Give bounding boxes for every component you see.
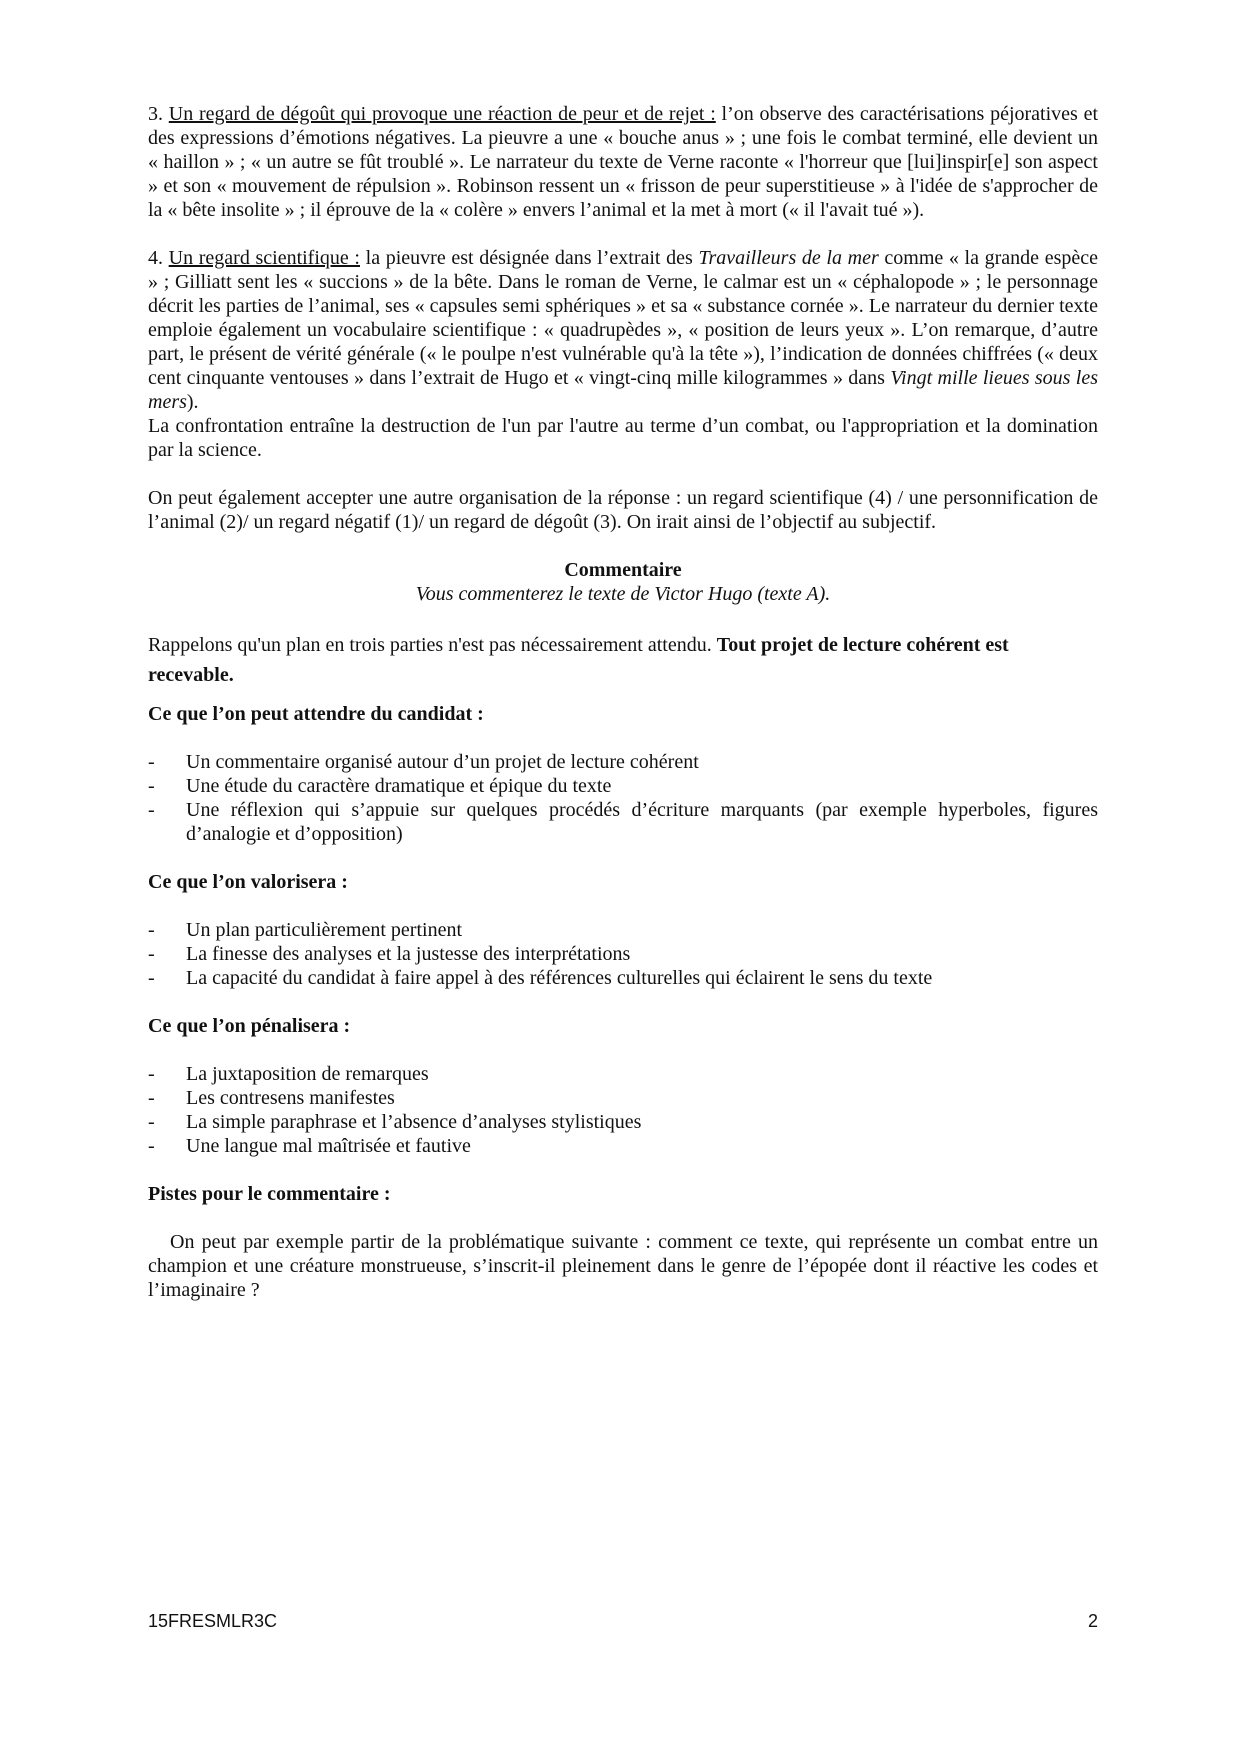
paragraph-4-heading: Un regard scientifique : [168, 247, 360, 269]
paragraph-pistes: On peut par exemple partir de la problématique suivante : comment ce texte, qui représente un combat entre un champion et une créature monstrueuse, s’inscrit-il pleinement dans le genre de l’épopée dont il réactive les codes et l’imaginaire ? [148, 1231, 1098, 1301]
list-valoriser [148, 918, 1098, 990]
paragraph-3-text: l’on observe des caractérisations péjoratives et des expressions d’émotions négatives. La pieuvre a une « bouche anus » ; une fois le combat terminé, elle devient un « haillon » ; « un autre se fût troublé ». Le narrateur du texte de Verne raconte « l'horreur que [lui]inspir[e] son aspect » et son « mouvement de répulsion ». Robinson ressent un « frisson de peur superstitieuse » à l'idée de s'approcher de la « bête insolite » ; il éprouve de la « colère » envers l’animal et la met à mort (« il l'avait tué »). [148, 103, 1099, 221]
section-title-commentaire: Commentaire [564, 559, 682, 581]
paragraph-3 [148, 102, 1098, 222]
list-item: - Un commentaire organisé autour d’un projet de lecture cohérent [148, 750, 1098, 774]
list-item: - La simple paraphrase et l’absence d’analyses stylistiques [148, 1110, 1098, 1134]
list-item: - Une étude du caractère dramatique et épique du texte [148, 774, 1098, 798]
list-item: - La finesse des analyses et la justesse des interprétations [148, 942, 1098, 966]
document-code: 15FRESMLR3C [148, 1611, 278, 1631]
title-vingt-mille-lieues: Vingt mille lieues sous les mers [148, 367, 1098, 413]
paragraph-rappel [148, 630, 1098, 690]
paragraph-confrontation: La confrontation entraîne la destruction de l'un par l'autre au terme d’un combat, ou l'appropriation et la domination par la science. [148, 415, 1098, 461]
list-item: - Une langue mal maîtrisée et fautive [148, 1134, 1098, 1158]
heading-attendre: Ce que l’on peut attendre du candidat : [148, 703, 484, 725]
rappel-bold: Tout projet de lecture cohérent est recevable. [148, 634, 1009, 686]
paragraph-4-number: 4. [148, 247, 169, 269]
section-subtitle-text: Vous commenterez le texte de Victor Hugo (texte A). [415, 583, 831, 605]
list-item: - Les contresens manifestes [148, 1086, 1098, 1110]
heading-penaliser: Ce que l’on pénalisera : [148, 1015, 351, 1037]
section-subtitle [148, 582, 1098, 606]
title-travailleurs: Travailleurs de la mer [698, 247, 879, 269]
paragraph-4-text-1: la pieuvre est désignée dans l’extrait des [360, 247, 699, 269]
list-penaliser [148, 1062, 1098, 1158]
paragraph-4 [148, 246, 1098, 414]
heading-valoriser: Ce que l’on valorisera : [148, 871, 348, 893]
paragraph-3-number: 3. [148, 103, 169, 125]
paragraph-3-heading: Un regard de dégoût qui provoque une réaction de peur et de rejet : [168, 103, 716, 125]
rappel-text: Rappelons qu'un plan en trois parties n'est pas nécessairement attendu. [148, 634, 717, 656]
page-number: 2 [1087, 1611, 1098, 1631]
heading-pistes: Pistes pour le commentaire : [148, 1183, 391, 1205]
list-item: - Une réflexion qui s’appuie sur quelques procédés d’écriture marquants (par exemple hyperboles, figures d’analogie et d’opposition) [148, 798, 1098, 846]
paragraph-4-text-3: ). [186, 391, 199, 413]
paragraph-organisation: On peut également accepter une autre organisation de la réponse : un regard scientifique (4) / une personnification de l’animal (2)/ un regard négatif (1)/ un regard de dégoût (3). On irait ainsi de l’objectif au subjectif. [148, 487, 1098, 533]
list-item: - Un plan particulièrement pertinent [148, 918, 1098, 942]
page-content [148, 102, 1098, 1302]
list-item: - La capacité du candidat à faire appel à des références culturelles qui éclairent le sens du texte [148, 966, 1098, 990]
paragraph-4-text-2: comme « la grande espèce » ; Gilliatt sent les « succions » de la bête. Dans le roman de Verne, le calmar est un « céphalopode » ; le personnage décrit les parties de l’animal, ses « capsules semi sphériques » et sa « substance cornée ». Le narrateur du dernier texte emploie également un vocabulaire scientifique : « quadrupèdes », « position de leurs yeux ». L’on remarque, d’autre part, le présent de vérité générale (« le poulpe n'est vulnérable qu'à la tête »), l’indication de données chiffrées (« deux cent cinquante ventouses » dans l’extrait de Hugo et « vingt-cinq mille kilogrammes » dans [148, 247, 1099, 389]
list-attendre [148, 750, 1098, 846]
list-item: - La juxtaposition de remarques [148, 1062, 1098, 1086]
